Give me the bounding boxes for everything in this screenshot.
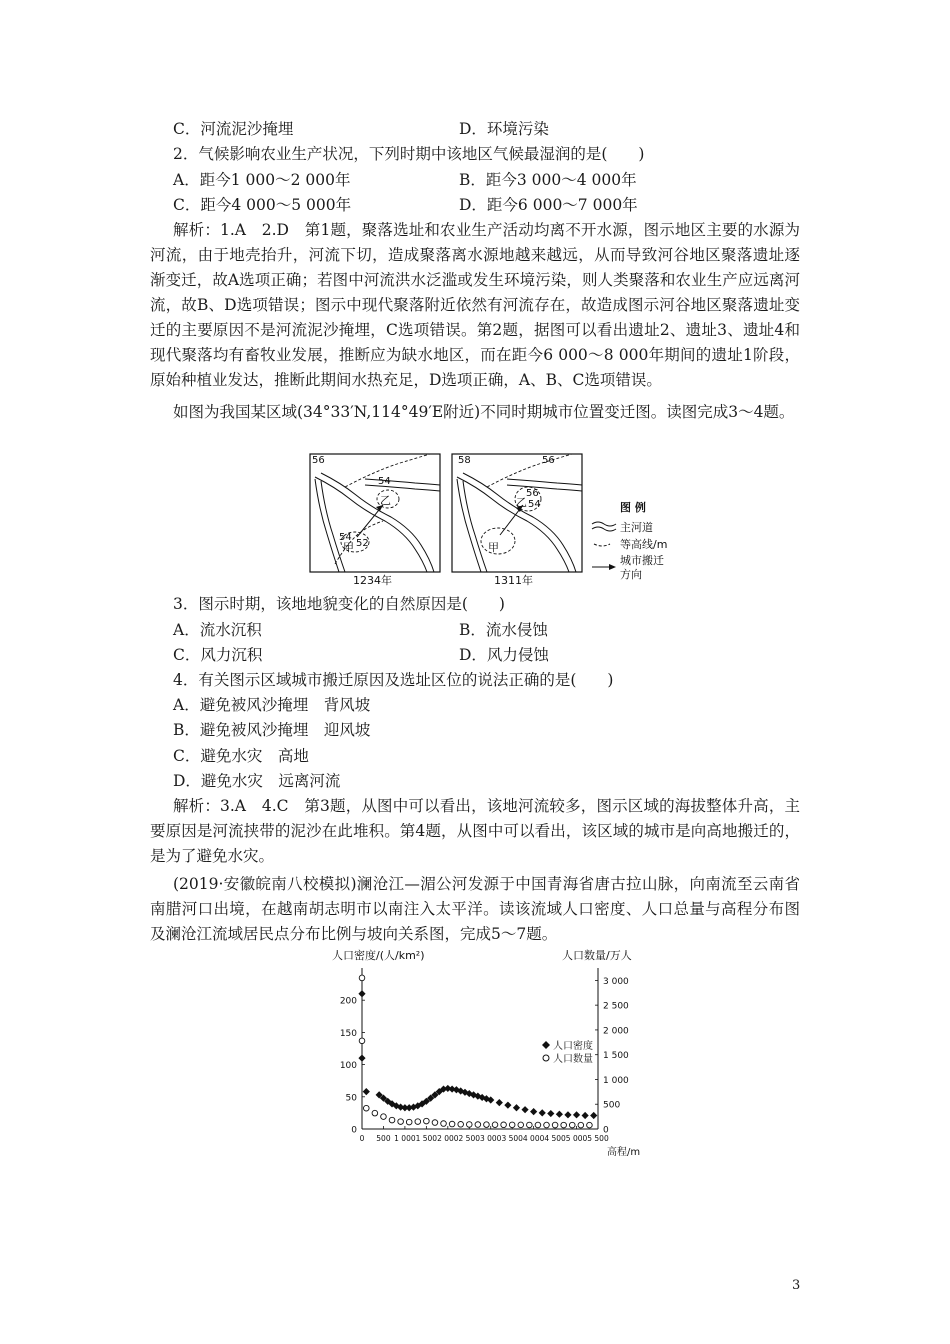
chart-ylabel-right: 人口数量/万人	[562, 949, 632, 962]
density-point	[358, 990, 365, 997]
q3-stem: 3．图示时期，该地地貌变化的自然原因是( )	[173, 595, 505, 613]
x-tick-label: 2 500	[458, 1134, 481, 1143]
density-point	[496, 1099, 503, 1106]
population-point	[363, 1105, 369, 1111]
legend-diamond-icon	[542, 1041, 550, 1049]
x-tick-label: 0	[359, 1134, 365, 1143]
density-point	[573, 1111, 580, 1118]
chart-xlabel: 高程/m	[607, 1147, 641, 1158]
q4-option-c: C．避免水灾 高地	[173, 747, 309, 765]
city-yi-label: 乙	[516, 496, 527, 509]
x-tick-label: 5 000	[565, 1134, 588, 1143]
y-right-tick-label: 1 000	[603, 1075, 629, 1086]
map-legend	[592, 500, 667, 581]
legend-circle-icon	[543, 1055, 549, 1061]
population-point	[509, 1122, 515, 1128]
analysis-1-2: 解析：1.A 2.D 第1题，聚落选址和农业生产活动均离不开水源，图示地区主要的水源为河流，由于地壳抬升，河流下切，造成聚落离水源地越来越远，从而导致河谷地区聚落遗址逐渐变迁，故A选项正确；若图中河流洪水泛滥或发生环境污染，则人类聚落和农业生产应远离河流，故B、D选项错误；图示中现代聚落附近依然有河流存在，故造成图示河谷地区聚落遗址变迁的主要原因不是河流泥沙掩埋，C选项错误。第2题，据图可以看出遗址2、遗址3、遗址4和现代聚落均有畜牧业发展，推断应为缺水地区，而在距今6 000～8 000年期间的遗址1阶段，原始种植业发达，推断此期间水热充足，D选项正确，A、B、C选项错误。	[150, 221, 800, 389]
density-point	[547, 1110, 554, 1117]
population-point	[561, 1122, 567, 1128]
population-point	[569, 1122, 575, 1128]
contour-label: 54	[528, 499, 541, 510]
population-point	[578, 1122, 584, 1128]
intro-5-7: (2019·安徽皖南八校模拟)澜沧江—湄公河发源于中国青海省唐古拉山脉，向南流至云南省南腊河口出境，在越南胡志明市以南注入太平洋。读该流域人口密度、人口总量与高程分布图及澜沧江流域居民点分布比例与坡向关系图，完成5～7题。	[150, 875, 800, 943]
density-point	[530, 1108, 537, 1115]
contour-label: 56	[542, 455, 555, 466]
q2-option-a: A．距今1 000～2 000年	[173, 171, 351, 189]
population-point	[381, 1114, 387, 1120]
q2-option-b: B．距今3 000～4 000年	[459, 171, 637, 189]
population-point	[432, 1120, 438, 1126]
legend-move-1: 城市搬迁	[620, 554, 664, 567]
population-point	[535, 1122, 541, 1128]
density-point	[590, 1112, 597, 1119]
y-right-tick-label: 2 500	[603, 1001, 629, 1012]
population-point	[552, 1122, 558, 1128]
y-right-tick-label: 1 500	[603, 1051, 629, 1062]
population-point	[372, 1110, 378, 1116]
population-point	[458, 1121, 464, 1127]
density-point	[539, 1109, 546, 1116]
x-tick-label: 500	[376, 1134, 391, 1143]
river-legend-icon	[592, 522, 616, 526]
x-tick-label: 3 000	[479, 1134, 502, 1143]
legend-density: 人口密度	[553, 1041, 593, 1052]
panel-year-label: 1311年	[494, 574, 533, 587]
y-left-tick-label: 0	[351, 1125, 357, 1136]
q2-stem: 2．气候影响农业生产状况，下列时期中该地区气候最湿润的是( )	[173, 145, 645, 163]
legend-title: 图 例	[620, 501, 646, 514]
panel-year-label: 1234年	[353, 574, 392, 587]
q1-option-d: D．环境污染	[459, 120, 549, 138]
q2-option-d: D．距今6 000～7 000年	[459, 196, 638, 214]
population-point	[406, 1119, 412, 1125]
population-point	[492, 1122, 498, 1128]
population-point	[441, 1121, 447, 1127]
x-tick-label: 4 000	[522, 1134, 545, 1143]
population-point	[398, 1119, 404, 1125]
q3-option-d: D．风力侵蚀	[459, 646, 549, 664]
y-left-tick-label: 100	[339, 1061, 357, 1072]
chart-ylabel-left: 人口密度/(人/km²)	[332, 949, 425, 962]
contour-label: 54	[339, 532, 352, 543]
y-right-tick-label: 500	[603, 1100, 621, 1111]
y-right-tick-label: 0	[603, 1125, 609, 1136]
density-point	[582, 1112, 589, 1119]
population-point	[587, 1122, 593, 1128]
density-point	[521, 1106, 528, 1113]
y-left-tick-label: 200	[339, 996, 357, 1007]
density-point	[363, 1088, 370, 1095]
x-tick-label: 3 500	[501, 1134, 523, 1143]
q2-option-c: C．距今4 000～5 000年	[173, 196, 352, 214]
x-tick-label: 4 500	[544, 1134, 566, 1143]
legend-contour: 等高线/m	[620, 538, 668, 551]
population-point	[501, 1122, 507, 1128]
legend-river: 主河道	[620, 521, 653, 534]
q1-option-c: C．河流泥沙掩埋	[173, 120, 294, 138]
q3-option-b: B．流水侵蚀	[459, 621, 548, 639]
contour-label: 56	[312, 455, 325, 466]
q4-option-d: D．避免水灾 远离河流	[173, 772, 341, 790]
map-panel-1234	[310, 454, 440, 587]
density-point	[564, 1111, 571, 1118]
population-point	[527, 1122, 533, 1128]
population-point	[518, 1122, 524, 1128]
population-point	[389, 1117, 395, 1123]
y-right-tick-label: 3 000	[603, 976, 629, 987]
y-right-tick-label: 2 000	[603, 1026, 629, 1037]
contour-label: 56	[526, 488, 539, 499]
contour-label: 58	[458, 455, 471, 466]
contour-label: 54	[378, 476, 391, 487]
population-point	[424, 1118, 430, 1124]
legend-count: 人口数量	[553, 1054, 593, 1065]
population-point	[466, 1122, 472, 1128]
population-point	[415, 1119, 421, 1125]
x-tick-label: 5 500	[587, 1134, 609, 1143]
x-tick-label: 1 000	[394, 1134, 416, 1143]
y-left-tick-label: 150	[339, 1028, 357, 1039]
map-panel-1311	[452, 454, 582, 587]
density-point	[513, 1104, 520, 1111]
density-point	[358, 1055, 365, 1062]
population-point	[449, 1121, 455, 1127]
contour-label: 52	[356, 538, 369, 549]
density-point	[556, 1111, 563, 1118]
analysis-3-4: 解析：3.A 4.C 第3题，从图中可以看出，该地河流较多，图示区域的海拔整体升高，主要原因是河流挟带的泥沙在此堆积。第4题，从图中可以看出，该区域的城市是向高地搬迁的，是为了避免水灾。	[150, 797, 800, 865]
population-point	[359, 975, 365, 981]
density-point	[504, 1102, 511, 1109]
q4-option-a: A．避免被风沙掩埋 背风坡	[173, 696, 371, 714]
population-point	[544, 1122, 550, 1128]
page-number: 3	[792, 1278, 801, 1293]
population-elevation-chart	[330, 946, 660, 1161]
city-yi-label: 乙	[380, 494, 391, 507]
intro-3-4: 如图为我国某区域(34°33′N,114°49′E附近)不同时期城市位置变迁图。读图完成3～4题。	[173, 403, 795, 421]
population-point	[359, 1038, 365, 1044]
q3-option-a: A．流水沉积	[173, 621, 262, 639]
city-jia-label: 甲	[343, 541, 354, 554]
contour-legend-icon	[594, 544, 610, 546]
q3-option-c: C．风力沉积	[173, 646, 263, 664]
x-tick-label: 2 000	[437, 1134, 459, 1143]
q4-stem: 4．有关图示区域城市搬迁原因及选址区位的说法正确的是( )	[173, 671, 614, 689]
q4-option-b: B．避免被风沙掩埋 迎风坡	[173, 721, 371, 739]
population-point	[484, 1122, 490, 1128]
y-left-tick-label: 50	[345, 1093, 357, 1104]
population-point	[475, 1122, 481, 1128]
legend-move-2: 方向	[620, 568, 642, 581]
x-tick-label: 1 500	[415, 1134, 438, 1143]
city-relocation-map	[305, 449, 690, 589]
city-jia-label: 甲	[488, 541, 499, 554]
